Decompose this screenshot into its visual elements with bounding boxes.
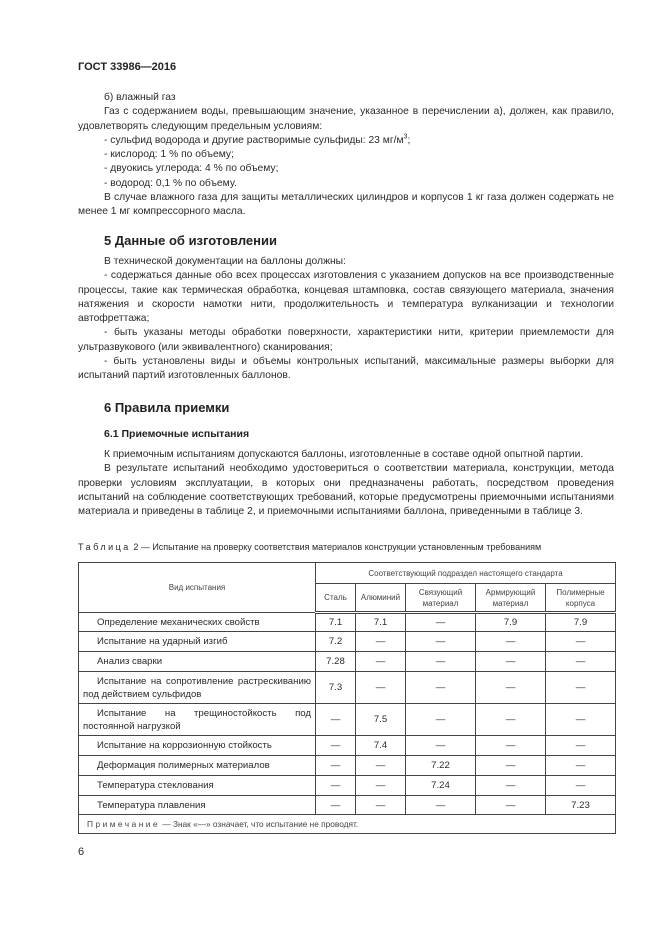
item-tail: ;: [407, 134, 411, 146]
test-name: Испытание на сопротивление растрескиванию под действием сульфидов: [79, 672, 316, 704]
paragraph: В технической документации на баллоны должны:: [104, 256, 346, 267]
subsection-cell: —: [356, 776, 406, 796]
subsection-cell: —: [356, 796, 406, 815]
subsection-cell: —: [546, 776, 616, 796]
subsection-cell: —: [406, 652, 476, 672]
subsection-cell: —: [546, 756, 616, 776]
test-name: Температура стеклования: [79, 776, 316, 796]
subsection-cell: 7.28: [316, 652, 356, 672]
table-row: [79, 672, 616, 704]
wet-gas-block: [78, 91, 614, 220]
subsection-cell: —: [406, 736, 476, 756]
header-aluminium: Алюминий: [356, 584, 406, 613]
table-row: [79, 632, 616, 652]
subsection-cell: —: [356, 672, 406, 704]
table-note: [79, 815, 616, 834]
wet-gas-intro: Газ с содержанием воды, превышающим значение, указанное в перечислении а), должен, как правило, удовлетворять следующим предельным условиям:: [78, 106, 614, 132]
wet-gas-item: [78, 134, 614, 148]
subsection-cell: —: [356, 632, 406, 652]
wet-gas-item: - кислород: 1 % по объему;: [104, 149, 234, 161]
superscript: 3: [403, 133, 408, 141]
table-row: [79, 613, 616, 632]
section-5-heading: 5 Данные об изготовлении: [104, 233, 277, 248]
subsection-cell: —: [476, 796, 546, 815]
table-row: [79, 756, 616, 776]
page-number: 6: [78, 846, 85, 858]
subsection-cell: —: [316, 796, 356, 815]
subsection-cell: 7.9: [476, 613, 546, 632]
table-row: [79, 704, 616, 736]
subsection-cell: —: [406, 796, 476, 815]
caption-label: Таблица: [78, 542, 131, 552]
paragraph: - быть установлены виды и объемы контрольных испытаний, максимальные размеры выборки для испытаний партий изготовленных баллонов.: [78, 356, 614, 382]
test-name: Определение механических свойств: [79, 613, 316, 632]
subsection-cell: 7.9: [546, 613, 616, 632]
section-6-body: [78, 448, 614, 519]
subsection-cell: —: [406, 672, 476, 704]
test-name: Деформация полимерных материалов: [79, 756, 316, 776]
subsection-cell: —: [546, 704, 616, 736]
header-binder: Связующий материал: [406, 584, 476, 613]
subsection-cell: —: [546, 652, 616, 672]
subsection-cell: —: [406, 613, 476, 632]
paragraph: В результате испытаний необходимо удостовериться о соответствии материала, конструкции, метода проверки условиям эксплуатации, в которых они предназначены работать, посредством проведения испытаний на соблюдение соответствующих требований, которые предусмотрены приемочными испытаниями материала и приведены в таблице 2, и приемочными испытаниями баллона, приведенными в таблице 3.: [78, 463, 614, 518]
wet-gas-item: - двуокись углерода: 4 % по объему;: [104, 163, 279, 175]
caption-text: 2 — Испытание на проверку соответствия материалов конструкции установленным требованиям: [133, 542, 542, 552]
subsection-cell: —: [316, 736, 356, 756]
header-polymer-shell: Полимерные корпуса: [546, 584, 616, 613]
subsection-cell: —: [356, 652, 406, 672]
subsection-cell: 7.3: [316, 672, 356, 704]
subsection-cell: —: [546, 632, 616, 652]
test-name: Испытание на коррозионную стойкость: [79, 736, 316, 756]
section-5-body: [78, 255, 614, 384]
header-reinforcing: Армирующий материал: [476, 584, 546, 613]
table-row: [79, 796, 616, 815]
subsection-cell: —: [476, 756, 546, 776]
subsection-cell: —: [476, 632, 546, 652]
subsection-cell: 7.1: [356, 613, 406, 632]
subsection-cell: —: [546, 672, 616, 704]
subsection-cell: 7.22: [406, 756, 476, 776]
item-text: - сульфид водорода и другие растворимые сульфиды: 23 мг/м: [104, 134, 404, 146]
paragraph: К приемочным испытаниям допускаются баллоны, изготовленные в составе одной опытной партии.: [104, 449, 584, 460]
paragraph: - содержаться данные обо всех процессах изготовления с указанием допусков на все производственные процессы, такие как термическая обработка, концевая штамповка, состав связующего материала, значения натяжения и скорости намотки нити, продолжительность и температура вулканизации и технологии автофреттажа;: [78, 270, 614, 325]
table-row: [79, 652, 616, 672]
subsection-cell: 7.2: [316, 632, 356, 652]
section-6-1-heading: 6.1 Приемочные испытания: [104, 428, 250, 440]
subsection-cell: —: [406, 632, 476, 652]
subsection-cell: 7.5: [356, 704, 406, 736]
subsection-cell: —: [476, 672, 546, 704]
test-name: Испытание на ударный изгиб: [79, 632, 316, 652]
subsection-cell: 7.24: [406, 776, 476, 796]
header-group: Соответствующий подраздел настоящего стандарта: [316, 563, 616, 584]
subsection-cell: —: [476, 776, 546, 796]
subsection-cell: —: [316, 776, 356, 796]
note-text: — Знак «—» означает, что испытание не проводят.: [160, 819, 359, 829]
wet-gas-item: - водород: 0,1 % по объему.: [104, 177, 237, 189]
test-name: Температура плавления: [79, 796, 316, 815]
table-row: [79, 776, 616, 796]
test-name: Испытание на трещиностойкость под постоянной нагрузкой: [79, 704, 316, 736]
subsection-cell: 7.4: [356, 736, 406, 756]
header-test-type: Вид испытания: [79, 563, 316, 613]
subsection-cell: —: [316, 756, 356, 776]
document-id: ГОСТ 33986—2016: [78, 61, 177, 73]
subsection-cell: —: [476, 704, 546, 736]
table-row: [79, 736, 616, 756]
table-caption: [78, 542, 541, 552]
subsection-cell: —: [476, 652, 546, 672]
subsection-cell: —: [316, 704, 356, 736]
subsection-cell: —: [406, 704, 476, 736]
wet-gas-title: б) влажный газ: [104, 92, 176, 103]
subsection-cell: —: [356, 756, 406, 776]
note-label: Примечание: [87, 819, 161, 829]
subsection-cell: 7.1: [316, 613, 356, 632]
section-6-heading: 6 Правила приемки: [104, 400, 230, 415]
test-name: Анализ сварки: [79, 652, 316, 672]
subsection-cell: —: [546, 736, 616, 756]
materials-test-table: [78, 562, 616, 834]
header-steel: Сталь: [316, 584, 356, 613]
wet-gas-final: В случае влажного газа для защиты металлических цилиндров и корпусов 1 кг газа должен содержать не менее 1 мг компрессорного масла.: [78, 192, 614, 218]
subsection-cell: 7.23: [546, 796, 616, 815]
paragraph: - быть указаны методы обработки поверхности, характеристики нити, критерии приемлемости для ультразвукового (или эквивалентного) сканирования;: [78, 327, 614, 353]
subsection-cell: —: [476, 736, 546, 756]
